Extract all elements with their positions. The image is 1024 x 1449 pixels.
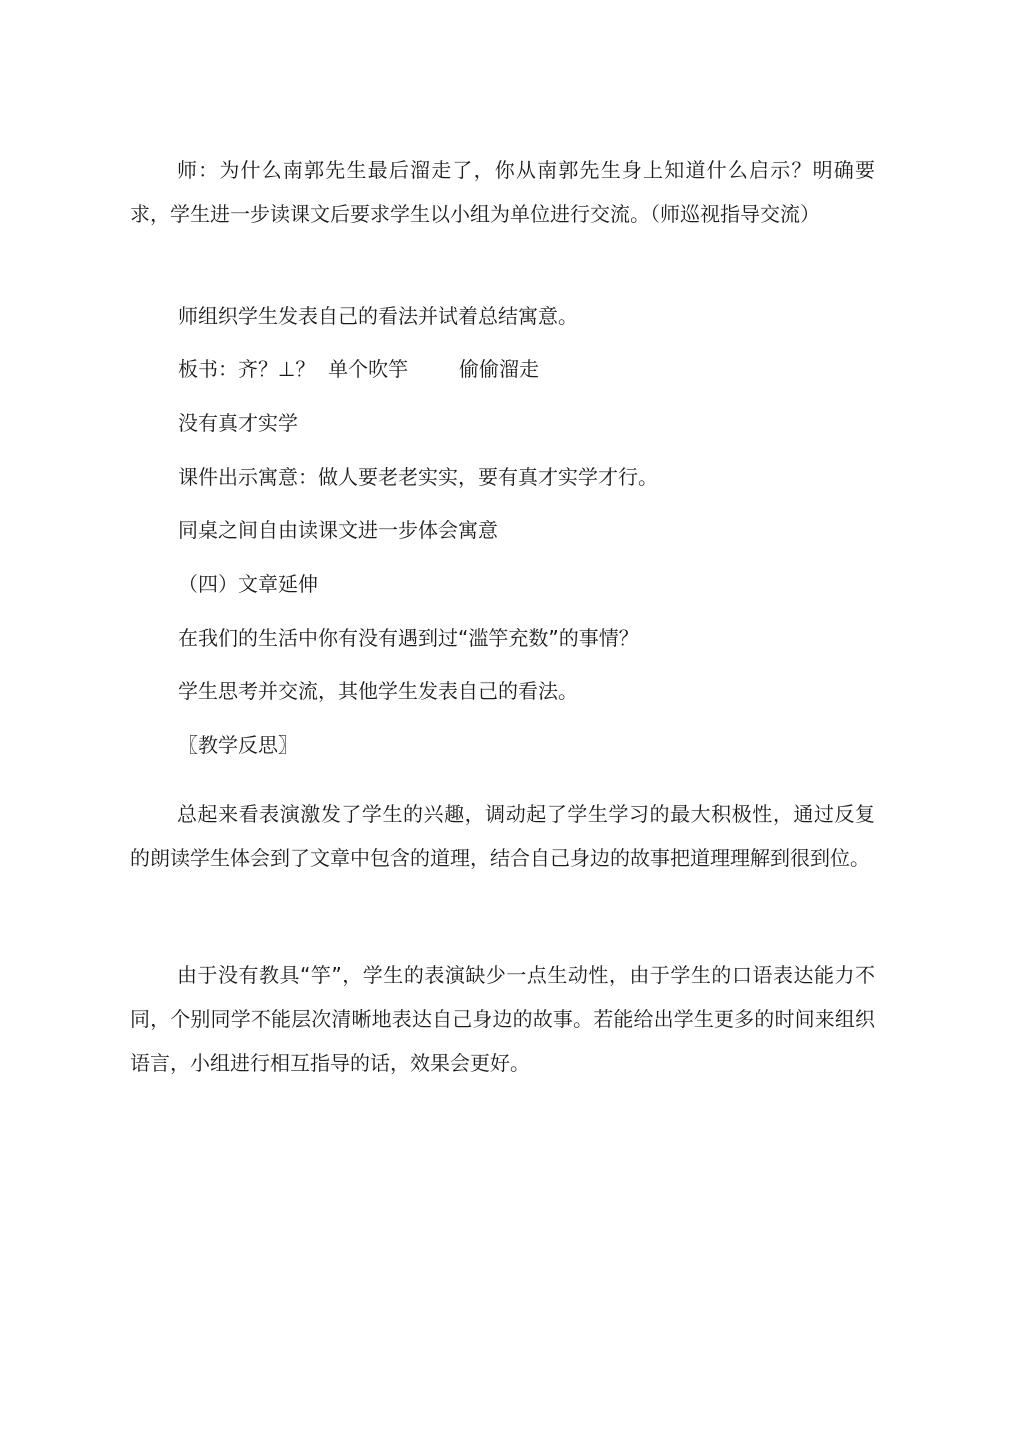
paragraph-courseware-moral: 课件出示寓意：做人要老老实实，要有真才实学才行。 [178,465,658,489]
paragraph-deskmate-reading: 同桌之间自由读课文进一步体会寓意 [178,518,498,542]
paragraph-student-discussion: 学生思考并交流，其他学生发表自己的看法。 [178,679,578,703]
paragraph-life-question: 在我们的生活中你有没有遇到过“滥竽充数”的事情？ [178,626,639,650]
paragraph-reflection-improvement: 由于没有教具“竽”，学生的表演缺少一点生动性，由于学生的口语表达能力不同，个别同学不能层次清晰地表达自己身边的故事。若能给出学生更多的时间来组织语言，小组进行相互指导的话，效果会更好。 [130,963,875,1075]
paragraph-summarize-moral: 师组织学生发表自己的看法并试着总结寓意。 [178,304,578,328]
section-heading-reflection: 〖教学反思〗 [178,733,298,757]
paragraph-blackboard: 板书：齐？⊥？ 单个吹竽 偷偷溜走 [178,357,539,381]
paragraph-teacher-question: 师：为什么南郭先生最后溜走了，你从南郭先生身上知道什么启示？明确要求，学生进一步读课文后要求学生以小组为单位进行交流。（师巡视指导交流） [130,158,875,226]
section-heading-extension: （四）文章延伸 [178,572,318,596]
paragraph-reflection-summary: 总起来看表演激发了学生的兴趣，调动起了学生学习的最大积极性，通过反复的朗读学生体会到了文章中包含的道理，结合自己身边的故事把道理理解到很到位。 [130,802,875,870]
paragraph-no-real-talent: 没有真才实学 [178,411,298,435]
